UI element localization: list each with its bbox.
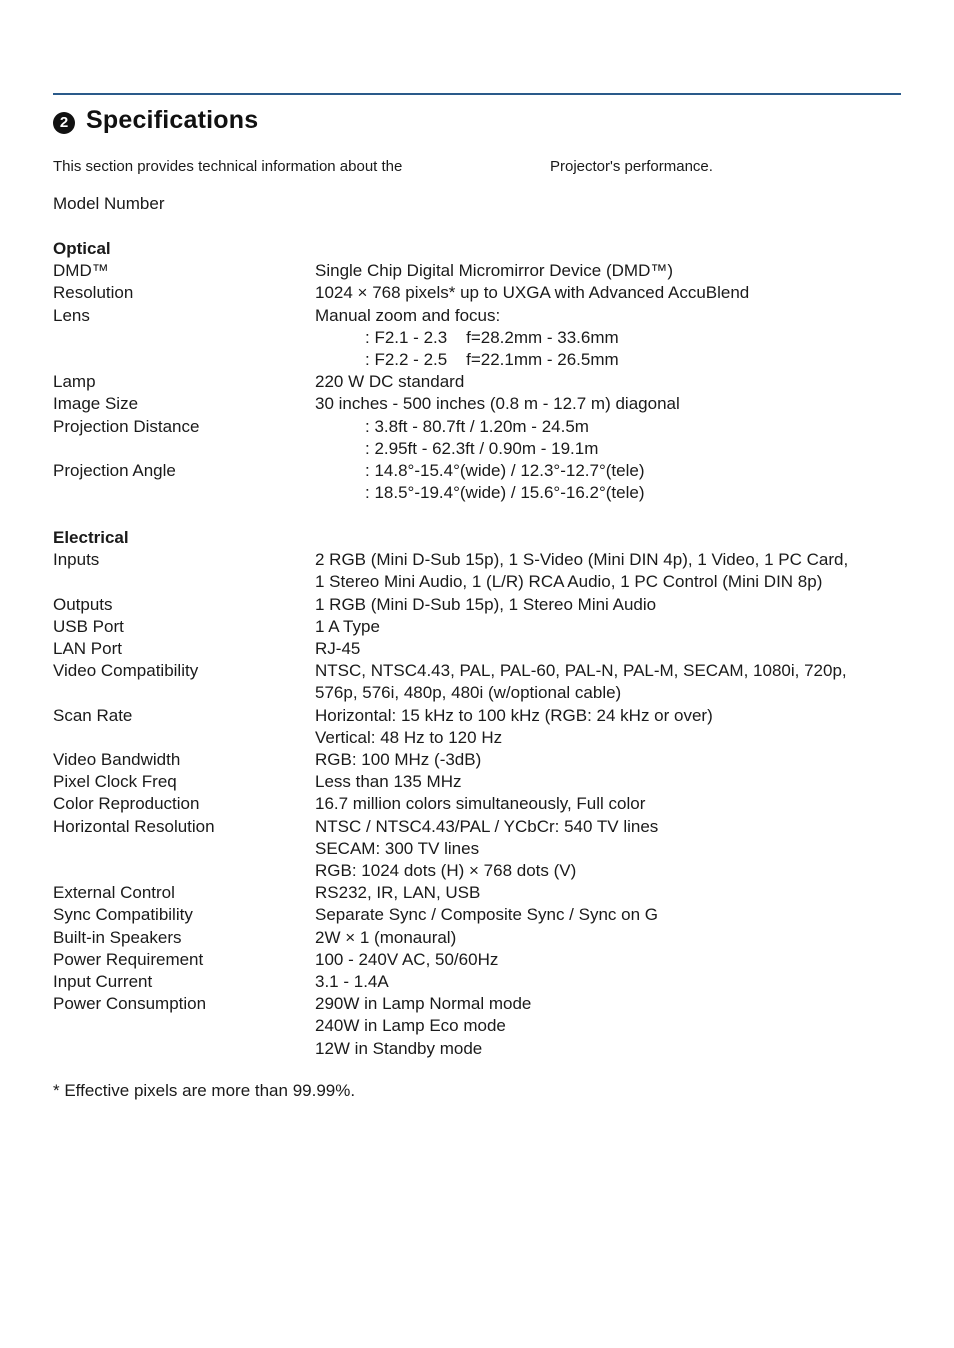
header-rule [53, 93, 901, 95]
spec-row [53, 882, 913, 904]
spec-row [53, 594, 913, 616]
electrical-spec-list [53, 549, 913, 1060]
spec-value: 100 - 240V AC, 50/60Hz [315, 949, 499, 969]
spec-values [315, 416, 913, 460]
spec-label: Horizontal Resolution [53, 816, 215, 836]
spec-values [315, 949, 913, 971]
electrical-section [53, 527, 913, 1060]
spec-row [53, 660, 913, 704]
spec-values [315, 705, 913, 749]
spec-value: 3.1 - 1.4A [315, 972, 389, 992]
spec-sub-value: : 14.8°-15.4°(wide) / 12.3°-12.7°(tele) [365, 461, 645, 481]
intro-text: This section provides technical information about the [53, 158, 403, 175]
intro-text-continued: Projector's performance. [550, 158, 713, 175]
spec-value: 576p, 576i, 480p, 480i (w/optional cable) [315, 683, 622, 703]
spec-value: RS232, IR, LAN, USB [315, 883, 481, 903]
spec-row [53, 993, 913, 1060]
spec-values [315, 771, 913, 793]
spec-value: RGB: 100 MHz (-3dB) [315, 750, 482, 770]
spec-value: 16.7 million colors simultaneously, Full color [315, 794, 646, 814]
spec-value: Single Chip Digital Micromirror Device (DMD™) [315, 261, 674, 281]
spec-label: Video Bandwidth [53, 750, 181, 770]
spec-value: 1 A Type [315, 616, 380, 636]
spec-values [315, 260, 913, 282]
spec-label: Power Requirement [53, 949, 204, 969]
spec-values [315, 638, 913, 660]
spec-value: SECAM: 300 TV lines [315, 838, 480, 858]
spec-row [53, 616, 913, 638]
spec-sub-value: : F2.1 - 2.3 f=28.2mm - 33.6mm [365, 327, 619, 347]
spec-label: Scan Rate [53, 705, 133, 725]
spec-label: Resolution [53, 283, 134, 303]
optical-spec-list [53, 260, 913, 504]
spec-values [315, 816, 913, 883]
spec-values [315, 882, 913, 904]
spec-label: DMD™ [53, 261, 109, 281]
section-title-electrical: Electrical [53, 528, 129, 547]
spec-label: Outputs [53, 594, 113, 614]
spec-value: 1 Stereo Mini Audio, 1 (L/R) RCA Audio, 1 PC Control (Mini DIN 8p) [315, 572, 823, 592]
spec-row [53, 393, 913, 415]
spec-value: Vertical: 48 Hz to 120 Hz [315, 727, 503, 747]
spec-values [315, 971, 913, 993]
spec-label: Built-in Speakers [53, 927, 182, 947]
spec-values [315, 904, 913, 926]
spec-sub-value: : 3.8ft - 80.7ft / 1.20m - 24.5m [365, 416, 589, 436]
spec-values [315, 793, 913, 815]
spec-row [53, 371, 913, 393]
spec-row [53, 927, 913, 949]
spec-value: 1024 × 768 pixels* up to UXGA with Advanced AccuBlend [315, 283, 750, 303]
spec-label: Projection Distance [53, 416, 200, 436]
footnote: * Effective pixels are more than 99.99%. [53, 1081, 356, 1100]
optical-section [53, 238, 913, 504]
spec-value: Less than 135 MHz [315, 772, 462, 792]
spec-value: 30 inches - 500 inches (0.8 m - 12.7 m) diagonal [315, 394, 680, 414]
spec-values [315, 927, 913, 949]
spec-values [315, 749, 913, 771]
spec-values [315, 460, 913, 504]
spec-label: Lamp [53, 372, 96, 392]
spec-row [53, 260, 913, 282]
spec-row [53, 549, 913, 593]
spec-values [315, 660, 913, 704]
spec-row [53, 460, 913, 504]
spec-value: 2W × 1 (monaural) [315, 927, 457, 947]
spec-values [315, 594, 913, 616]
spec-value: 220 W DC standard [315, 372, 465, 392]
spec-row [53, 771, 913, 793]
spec-values [315, 993, 913, 1060]
spec-values [315, 393, 913, 415]
spec-label: Image Size [53, 394, 139, 414]
section-number-badge: 2 [53, 112, 75, 134]
spec-value: 2 RGB (Mini D-Sub 15p), 1 S-Video (Mini DIN 4p), 1 Video, 1 PC Card, [315, 550, 849, 570]
spec-value: 290W in Lamp Normal mode [315, 994, 532, 1014]
spec-values [315, 305, 913, 372]
spec-label: Video Compatibility [53, 661, 199, 681]
page-title: Specifications [86, 106, 259, 134]
spec-label: Color Reproduction [53, 794, 200, 814]
spec-row [53, 793, 913, 815]
spec-value: 12W in Standby mode [315, 1038, 483, 1058]
spec-row [53, 749, 913, 771]
spec-row [53, 904, 913, 926]
spec-value: RJ-45 [315, 639, 361, 659]
spec-value: NTSC, NTSC4.43, PAL, PAL-60, PAL-N, PAL-M, SECAM, 1080i, 720p, [315, 661, 847, 681]
spec-row [53, 705, 913, 749]
spec-label: USB Port [53, 616, 124, 636]
section-title-optical: Optical [53, 239, 111, 258]
spec-row [53, 816, 913, 883]
spec-row [53, 305, 913, 372]
spec-value: NTSC / NTSC4.43/PAL / YCbCr: 540 TV lines [315, 816, 659, 836]
spec-row [53, 949, 913, 971]
spec-label: Inputs [53, 550, 100, 570]
spec-row [53, 416, 913, 460]
spec-value: Manual zoom and focus: [315, 305, 501, 325]
spec-values [315, 371, 913, 393]
spec-row [53, 971, 913, 993]
spec-value: Separate Sync / Composite Sync / Sync on G [315, 905, 658, 925]
spec-row [53, 638, 913, 660]
spec-value: Horizontal: 15 kHz to 100 kHz (RGB: 24 kHz or over) [315, 705, 713, 725]
spec-label: Projection Angle [53, 461, 176, 481]
spec-label: External Control [53, 883, 175, 903]
spec-label: Lens [53, 305, 90, 325]
spec-sub-value: : 18.5°-19.4°(wide) / 15.6°-16.2°(tele) [365, 483, 645, 503]
spec-label: LAN Port [53, 639, 122, 659]
section-heading [53, 106, 258, 135]
spec-values [315, 282, 913, 304]
spec-values [315, 549, 913, 593]
spec-sub-value: : 2.95ft - 62.3ft / 0.90m - 19.1m [365, 438, 599, 458]
spec-value: RGB: 1024 dots (H) × 768 dots (V) [315, 861, 577, 881]
spec-label: Sync Compatibility [53, 905, 193, 925]
spec-label: Input Current [53, 972, 153, 992]
spec-value: 240W in Lamp Eco mode [315, 1016, 506, 1036]
spec-label: Pixel Clock Freq [53, 772, 177, 792]
spec-value: 1 RGB (Mini D-Sub 15p), 1 Stereo Mini Audio [315, 594, 657, 614]
spec-sub-value: : F2.2 - 2.5 f=22.1mm - 26.5mm [365, 350, 619, 370]
spec-values [315, 616, 913, 638]
spec-row [53, 282, 913, 304]
model-number-label: Model Number [53, 194, 165, 213]
spec-label: Power Consumption [53, 994, 207, 1014]
